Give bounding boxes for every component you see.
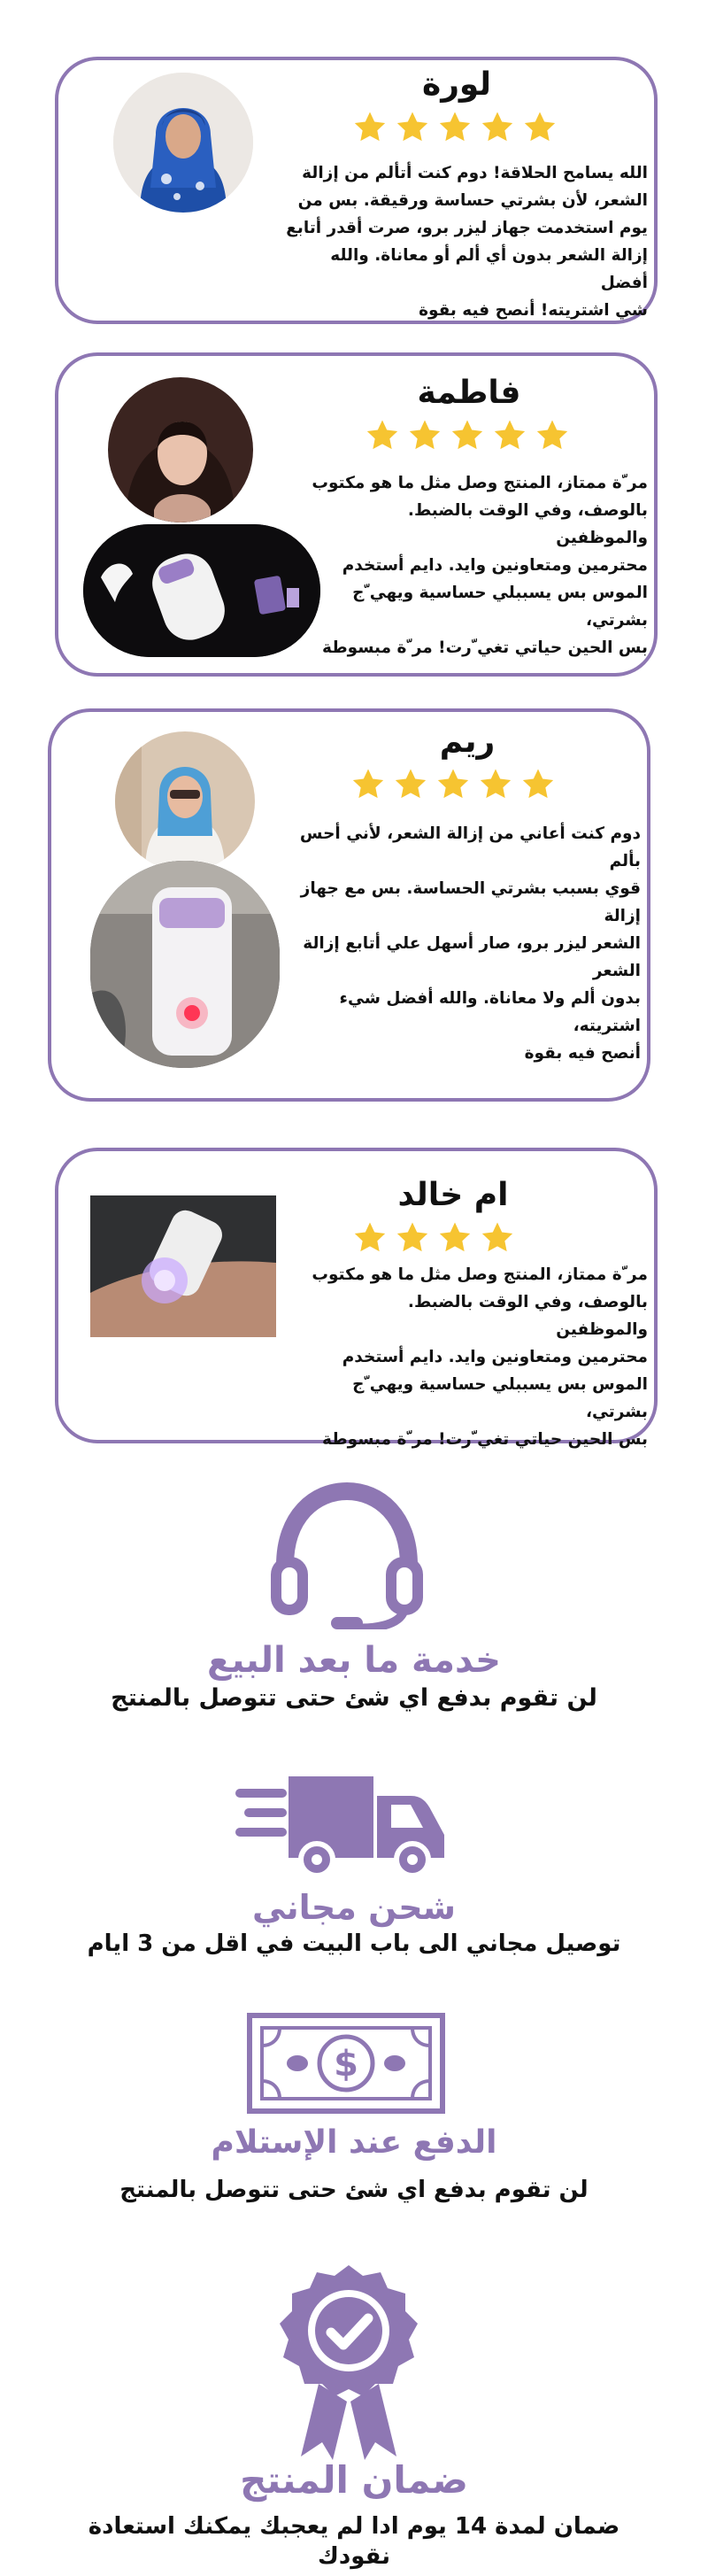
- review-line: الشعر، لأن بشرتي حساسة ورقيقة. بس من: [297, 191, 648, 210]
- reviewer-avatar-photo: [108, 377, 253, 522]
- product-photo: [83, 524, 320, 657]
- star-icon: [435, 767, 471, 802]
- feature-description: لن تقوم بدفع اي شئ حتى تتوصل بالمنتج: [119, 2177, 589, 2203]
- review-card-1: [55, 57, 658, 324]
- reviewer-avatar-photo: [113, 73, 253, 213]
- star-icon: [395, 1220, 430, 1256]
- star-icon: [480, 1220, 515, 1256]
- guarantee-badge-icon: [269, 2260, 428, 2460]
- feature-description: لن تقوم بدفع اي شئ حتى تتوصل بالمنتج: [111, 1684, 597, 1712]
- review-text: [283, 820, 641, 1067]
- reviewer-name: ريم: [439, 723, 496, 760]
- review-line: مر ّة ممتاز، المنتج وصل مثل ما هو مكتوب: [312, 474, 648, 492]
- feature-description: [0, 2511, 708, 2572]
- reviewer-name: لورة: [421, 66, 492, 103]
- review-line: الموس بس يسببلي حساسية ويهي ّج بشرتي،: [352, 584, 648, 630]
- feature-title: شحن مجاني: [251, 1888, 457, 1927]
- review-line: بدون ألم ولا معاناة. والله أفضل شيء اشتريته،: [339, 989, 641, 1035]
- rating-stars: [352, 1220, 515, 1256]
- review-line: الشعر ليزر برو، صار أسهل علي أتابع إزالة الشعر: [303, 934, 641, 980]
- star-icon: [407, 418, 442, 453]
- review-line: أنصح فيه بقوة: [524, 1044, 641, 1063]
- review-text: [312, 1261, 648, 1453]
- feature-description-line: نقودك: [318, 2543, 390, 2570]
- star-icon: [393, 767, 428, 802]
- review-line: الموس بس يسببلي حساسية ويهي ّج بشرتي،: [352, 1375, 648, 1421]
- star-icon: [522, 110, 558, 145]
- review-line: دوم كنت أعاني من إزالة الشعر، لأني أحس بألم: [299, 824, 641, 870]
- star-icon: [478, 767, 513, 802]
- review-line: مر ّة ممتاز، المنتج وصل مثل ما هو مكتوب: [312, 1265, 648, 1284]
- product-photo: [90, 1195, 276, 1337]
- rating-stars: [365, 418, 570, 453]
- delivery-truck-icon: [235, 1773, 444, 1877]
- review-line: إزالة الشعر بدون أي ألم أو معاناة. والله أفضل: [330, 246, 648, 292]
- star-icon: [352, 1220, 388, 1256]
- review-line: بالوصف، وفي الوقت بالضبط. والموظفين: [407, 501, 648, 547]
- star-icon: [437, 1220, 473, 1256]
- review-text: [280, 159, 648, 324]
- star-icon: [480, 110, 515, 145]
- star-icon: [492, 418, 527, 453]
- rating-stars: [352, 110, 558, 145]
- star-icon: [535, 418, 570, 453]
- review-line: شي اشتريته! أنصح فيه بقوة: [419, 301, 648, 320]
- star-icon: [395, 110, 430, 145]
- review-line: محترمين ومتعاونين وايد. دايم أستخدم: [342, 556, 648, 575]
- star-icon: [352, 110, 388, 145]
- reviewer-name: ام خالد: [397, 1177, 509, 1213]
- product-photo: [90, 861, 280, 1068]
- star-icon: [350, 767, 386, 802]
- star-icon: [520, 767, 556, 802]
- svg-text:$: $: [334, 2044, 358, 2085]
- review-line: بس الحين حياتي تغي ّرت! مر ّة مبسوطة: [321, 1430, 648, 1449]
- review-card-4: [55, 1148, 658, 1449]
- feature-title: خدمة ما بعد البيع: [207, 1640, 501, 1681]
- review-line: قوي بسبب بشرتي الحساسة. بس مع جهاز إزالة: [300, 879, 641, 925]
- headset-icon: [266, 1481, 428, 1629]
- review-card-3: [48, 708, 650, 1102]
- rating-stars: [350, 767, 556, 802]
- feature-description-line: ضمان لمدة 14 يوم ادا لم يعجبك يمكنك استعادة: [88, 2513, 620, 2540]
- review-card-2: [55, 352, 658, 677]
- cash-payment-icon: [246, 2012, 446, 2115]
- feature-description: توصيل مجاني الى باب البيت في اقل من 3 ايام: [87, 1930, 621, 1957]
- feature-title: الدفع عند الإستلام: [211, 2124, 497, 2161]
- review-line: الله يسامح الحلاقة! دوم كنت أتألم من إزالة: [302, 164, 648, 182]
- review-line: يوم استخدمت جهاز ليزر برو، صرت أقدر أتابع: [286, 219, 648, 237]
- star-icon: [365, 418, 400, 453]
- review-line: محترمين ومتعاونين وايد. دايم أستخدم: [342, 1348, 648, 1366]
- reviewer-name: فاطمة: [417, 375, 521, 411]
- review-line: بس الحين حياتي تغي ّرت! مر ّة مبسوطة: [321, 638, 648, 657]
- review-text: [312, 469, 648, 661]
- star-icon: [437, 110, 473, 145]
- star-icon: [450, 418, 485, 453]
- reviewer-avatar-photo: [115, 731, 255, 871]
- review-line: بالوصف، وفي الوقت بالضبط. والموظفين: [407, 1293, 648, 1339]
- feature-title: ضمان المنتج: [240, 2458, 468, 2502]
